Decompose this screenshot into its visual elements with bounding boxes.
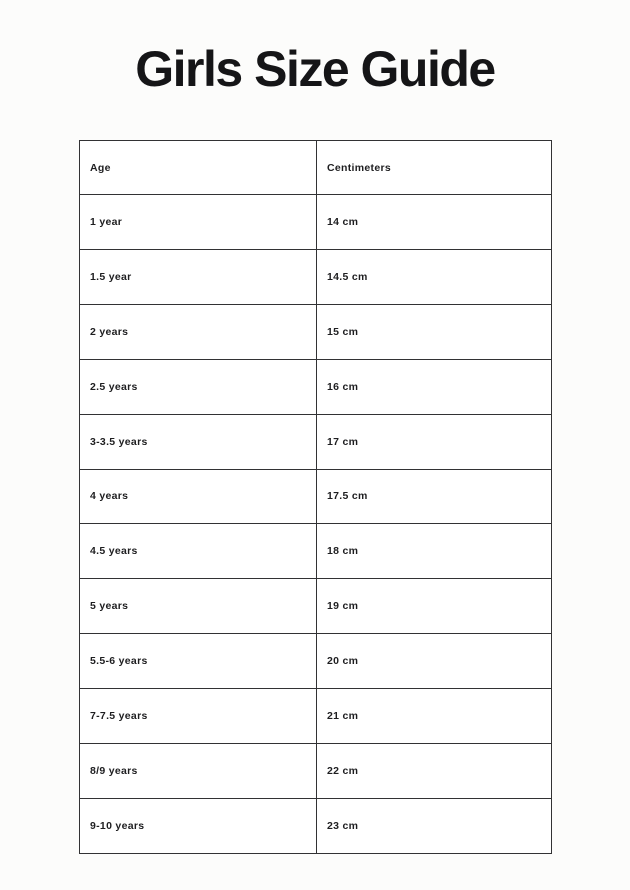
age-cell: 7-7.5 years [80, 689, 317, 744]
table-row [80, 249, 552, 304]
size-guide-table [79, 140, 552, 854]
table-row [80, 524, 552, 579]
table-row [80, 579, 552, 634]
table-row [80, 798, 552, 853]
cm-cell: 21 cm [317, 689, 552, 744]
table-header-row [80, 141, 552, 195]
age-cell: 1.5 year [80, 249, 317, 304]
age-column-header: Age [80, 141, 317, 195]
cm-cell: 17 cm [317, 414, 552, 469]
cm-cell: 14.5 cm [317, 249, 552, 304]
age-cell: 2 years [80, 304, 317, 359]
cm-cell: 19 cm [317, 579, 552, 634]
table-row [80, 469, 552, 524]
age-cell: 4.5 years [80, 524, 317, 579]
table-body [80, 195, 552, 854]
cm-cell: 14 cm [317, 195, 552, 250]
cm-cell: 20 cm [317, 634, 552, 689]
cm-cell: 16 cm [317, 359, 552, 414]
table-row [80, 414, 552, 469]
age-cell: 8/9 years [80, 744, 317, 799]
cm-cell: 18 cm [317, 524, 552, 579]
age-cell: 1 year [80, 195, 317, 250]
cm-cell: 23 cm [317, 798, 552, 853]
age-cell: 3-3.5 years [80, 414, 317, 469]
age-cell: 4 years [80, 469, 317, 524]
cm-cell: 22 cm [317, 744, 552, 799]
age-cell: 5.5-6 years [80, 634, 317, 689]
cm-cell: 15 cm [317, 304, 552, 359]
table-row [80, 744, 552, 799]
table-row [80, 634, 552, 689]
age-cell: 5 years [80, 579, 317, 634]
cm-cell: 17.5 cm [317, 469, 552, 524]
age-cell: 9-10 years [80, 798, 317, 853]
page-title: Girls Size Guide [135, 41, 495, 97]
age-cell: 2.5 years [80, 359, 317, 414]
centimeters-column-header: Centimeters [317, 141, 552, 195]
table-row [80, 304, 552, 359]
table-row [80, 359, 552, 414]
table-row [80, 689, 552, 744]
table-row [80, 195, 552, 250]
